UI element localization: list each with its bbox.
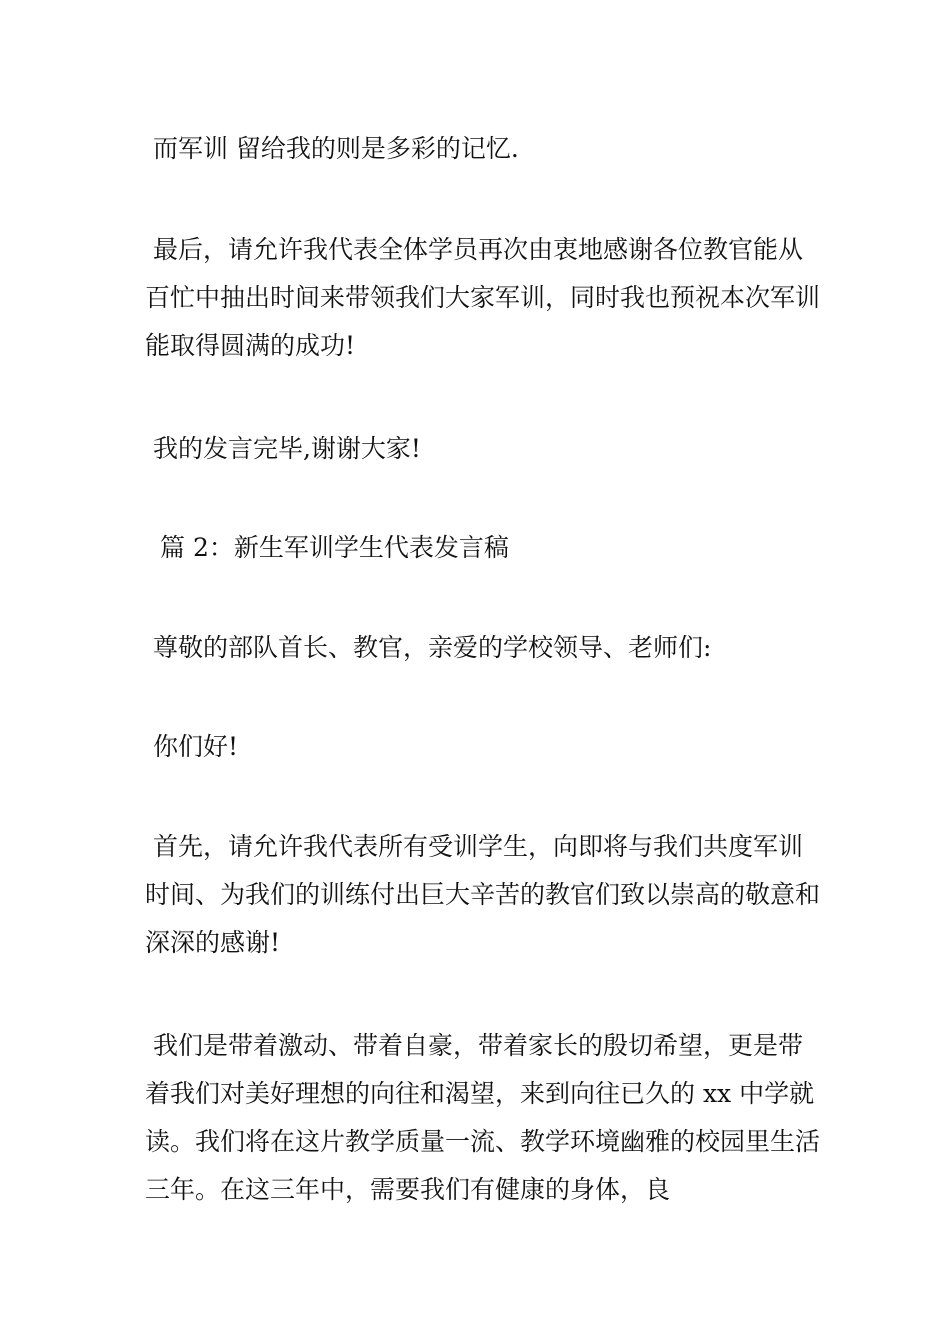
paragraph-thanks-instructors: 最后，请允许我代表全体学员再次由衷地感谢各位教官能从百忙中抽出时间来带领我们大家军训，同时我也预祝本次军训能取得圆满的成功! xyxy=(145,235,821,360)
paragraph-gratitude: 首先，请允许我代表所有受训学生，向即将与我们共度军训时间、为我们的训练付出巨大辛苦的教官们致以崇高的敬意和深深的感谢! xyxy=(145,832,821,957)
paragraph-arrival: 我们是带着激动、带着自豪，带着家长的殷切希望，更是带着我们对美好理想的向往和渴望，来到向往已久的 xx 中学就读。我们将在这片教学质量一流、教学环境幽雅的校园里生活三年。在这三年中，需要我们有健康的身体，良 xyxy=(145,1031,821,1204)
paragraph-memory: 而军训 留给我的则是多彩的记忆. xyxy=(145,134,519,163)
paragraph-closing: 我的发言完毕,谢谢大家! xyxy=(145,434,421,463)
paragraph-salutation: 尊敬的部队首长、教官，亲爱的学校领导、老师们: xyxy=(145,633,712,662)
section-heading: 篇 2：新生军训学生代表发言稿 xyxy=(160,533,509,562)
paragraph-greeting: 你们好! xyxy=(145,732,238,761)
